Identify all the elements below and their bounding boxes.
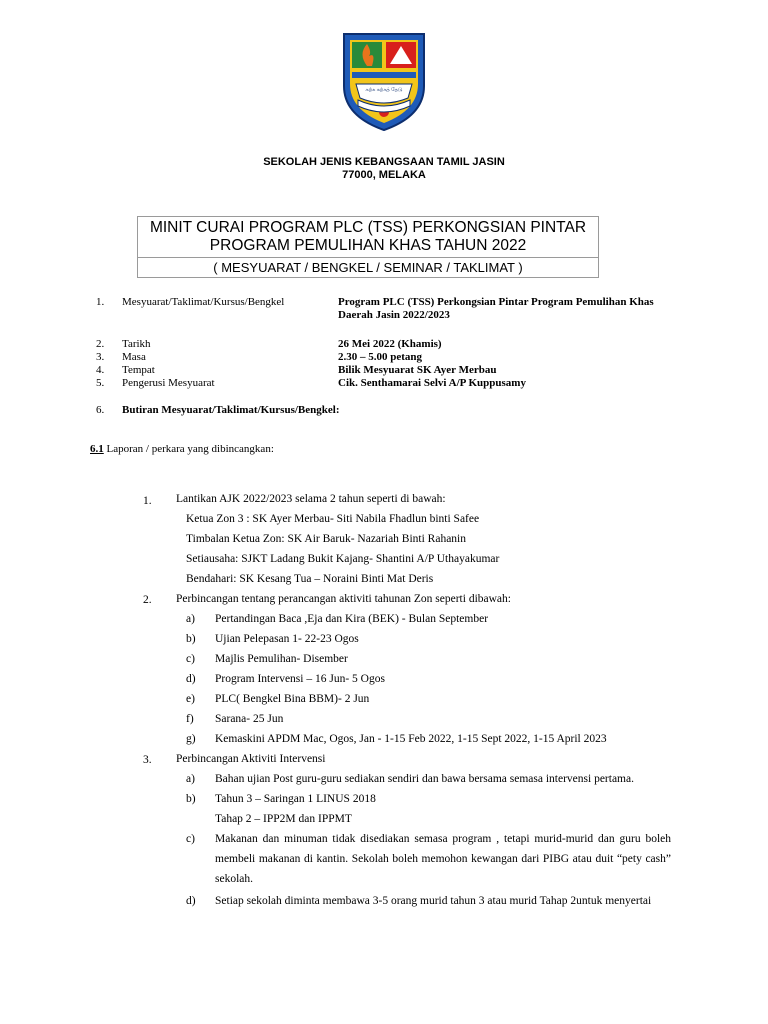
item-2g-letter: g): [186, 733, 196, 745]
title-box: [137, 216, 599, 278]
item-2d-letter: d): [186, 673, 196, 685]
item-2a-letter: a): [186, 613, 195, 625]
detail-2-label: Tarikh: [122, 338, 151, 350]
detail-4-label: Tempat: [122, 364, 155, 376]
school-address: 77000, MELAKA: [342, 169, 426, 181]
school-crest-icon: [338, 28, 430, 132]
section-6-1-text: Laporan / perkara yang dibincangkan:: [106, 443, 274, 455]
item-2b-text: Ujian Pelepasan 1- 22-23 Ogos: [215, 633, 359, 645]
item-3c-letter: c): [186, 833, 195, 845]
section-6-1-num: 6.1: [90, 443, 104, 455]
item-3-num: 3.: [143, 754, 152, 766]
item-2-title: Perbincangan tentang perancangan aktiviti tahunan Zon seperti dibawah:: [176, 593, 511, 605]
detail-2-value: 26 Mei 2022 (Khamis): [338, 338, 442, 350]
item-2d-text: Program Intervensi – 16 Jun- 5 Ogos: [215, 673, 385, 685]
detail-1-num: 1.: [96, 296, 105, 308]
item-2a-text: Pertandingan Baca ,Eja dan Kira (BEK) - Bulan September: [215, 613, 489, 625]
item-1-line-3: Setiausaha: SJKT Ladang Bukit Kajang- Shantini A/P Uthayakumar: [186, 553, 500, 565]
item-1-line-1: Ketua Zon 3 : SK Ayer Merbau- Siti Nabila Fhadlun binti Safee: [186, 513, 480, 525]
item-2e-text: PLC( Bengkel Bina BBM)- 2 Jun: [215, 693, 370, 705]
school-name: SEKOLAH JENIS KEBANGSAAN TAMIL JASIN: [263, 156, 505, 168]
item-2-num: 2.: [143, 594, 152, 606]
item-2e-letter: e): [186, 693, 195, 705]
section-6-title: Butiran Mesyuarat/Taklimat/Kursus/Bengkel:: [122, 404, 340, 416]
title-line-2: PROGRAM PEMULIHAN KHAS TAHUN 2022: [209, 237, 527, 254]
item-3d-letter: d): [186, 895, 196, 907]
item-3a-text: Bahan ujian Post guru-guru sediakan sendiri dan bawa bersama semasa intervensi pertama.: [215, 773, 634, 785]
detail-3-label: Masa: [122, 351, 146, 363]
item-1-line-4: Bendahari: SK Kesang Tua – Noraini Binti Mat Deris: [186, 573, 434, 585]
item-1-num: 1.: [143, 495, 152, 507]
item-2f-letter: f): [186, 713, 194, 725]
title-line-1: MINIT CURAI PROGRAM PLC (TSS) PERKONGSIAN PINTAR: [149, 219, 587, 236]
detail-5-value: Cik. Senthamarai Selvi A/P Kuppusamy: [338, 377, 526, 389]
item-2f-text: Sarana- 25 Jun: [215, 713, 284, 725]
item-1-title: Lantikan AJK 2022/2023 selama 2 tahun seperti di bawah:: [176, 493, 446, 505]
detail-3-num: 3.: [96, 351, 105, 363]
item-1-line-2: Timbalan Ketua Zon: SK Air Baruk- Nazariah Binti Rahanin: [186, 533, 466, 545]
section-6-1-line: [90, 443, 274, 456]
item-2c-text: Majlis Pemulihan- Disember: [215, 653, 348, 665]
detail-5-num: 5.: [96, 377, 105, 389]
item-3-title: Perbincangan Aktiviti Intervensi: [176, 753, 326, 765]
item-3a-letter: a): [186, 773, 195, 785]
detail-3-value: 2.30 – 5.00 petang: [338, 351, 423, 363]
item-3b-text: Tahun 3 – Saringan 1 LINUS 2018: [215, 793, 376, 805]
item-3c-text: Makanan dan minuman tidak disediakan semasa program , tetapi murid-murid dan guru boleh membeli makanan di kantin. Sekolah boleh memohon kewangan dari PIBG atau duit “pety cash” sekolah.: [215, 833, 671, 885]
item-3b-letter: b): [186, 793, 196, 805]
detail-4-value: Bilik Mesyuarat SK Ayer Merbau: [338, 364, 497, 376]
section-6-num: 6.: [96, 404, 105, 416]
item-2b-letter: b): [186, 633, 196, 645]
item-2g-text: Kemaskini APDM Mac, Ogos, Jan - 1-15 Feb 2022, 1-15 Sept 2022, 1-15 April 2023: [215, 733, 607, 745]
detail-4-num: 4.: [96, 364, 105, 376]
crest-banner-text: கற்க கற்கத் தேடு: [365, 87, 403, 93]
detail-1-label: Mesyuarat/Taklimat/Kursus/Bengkel: [122, 296, 285, 308]
item-2c-letter: c): [186, 653, 195, 665]
item-3d-text: Setiap sekolah diminta membawa 3-5 orang murid tahun 3 atau murid Tahap 2untuk menyertai: [215, 895, 652, 907]
title-subtitle: ( MESYUARAT / BENGKEL / SEMINAR / TAKLIMAT ): [138, 257, 598, 277]
detail-1-value: Program PLC (TSS) Perkongsian Pintar Program Pemulihan Khas Daerah Jasin 2022/2023: [338, 296, 654, 321]
detail-2-num: 2.: [96, 338, 105, 350]
item-3b-text-2: Tahap 2 – IPP2M dan IPPMT: [215, 813, 352, 825]
detail-5-label: Pengerusi Mesyuarat: [122, 377, 215, 389]
